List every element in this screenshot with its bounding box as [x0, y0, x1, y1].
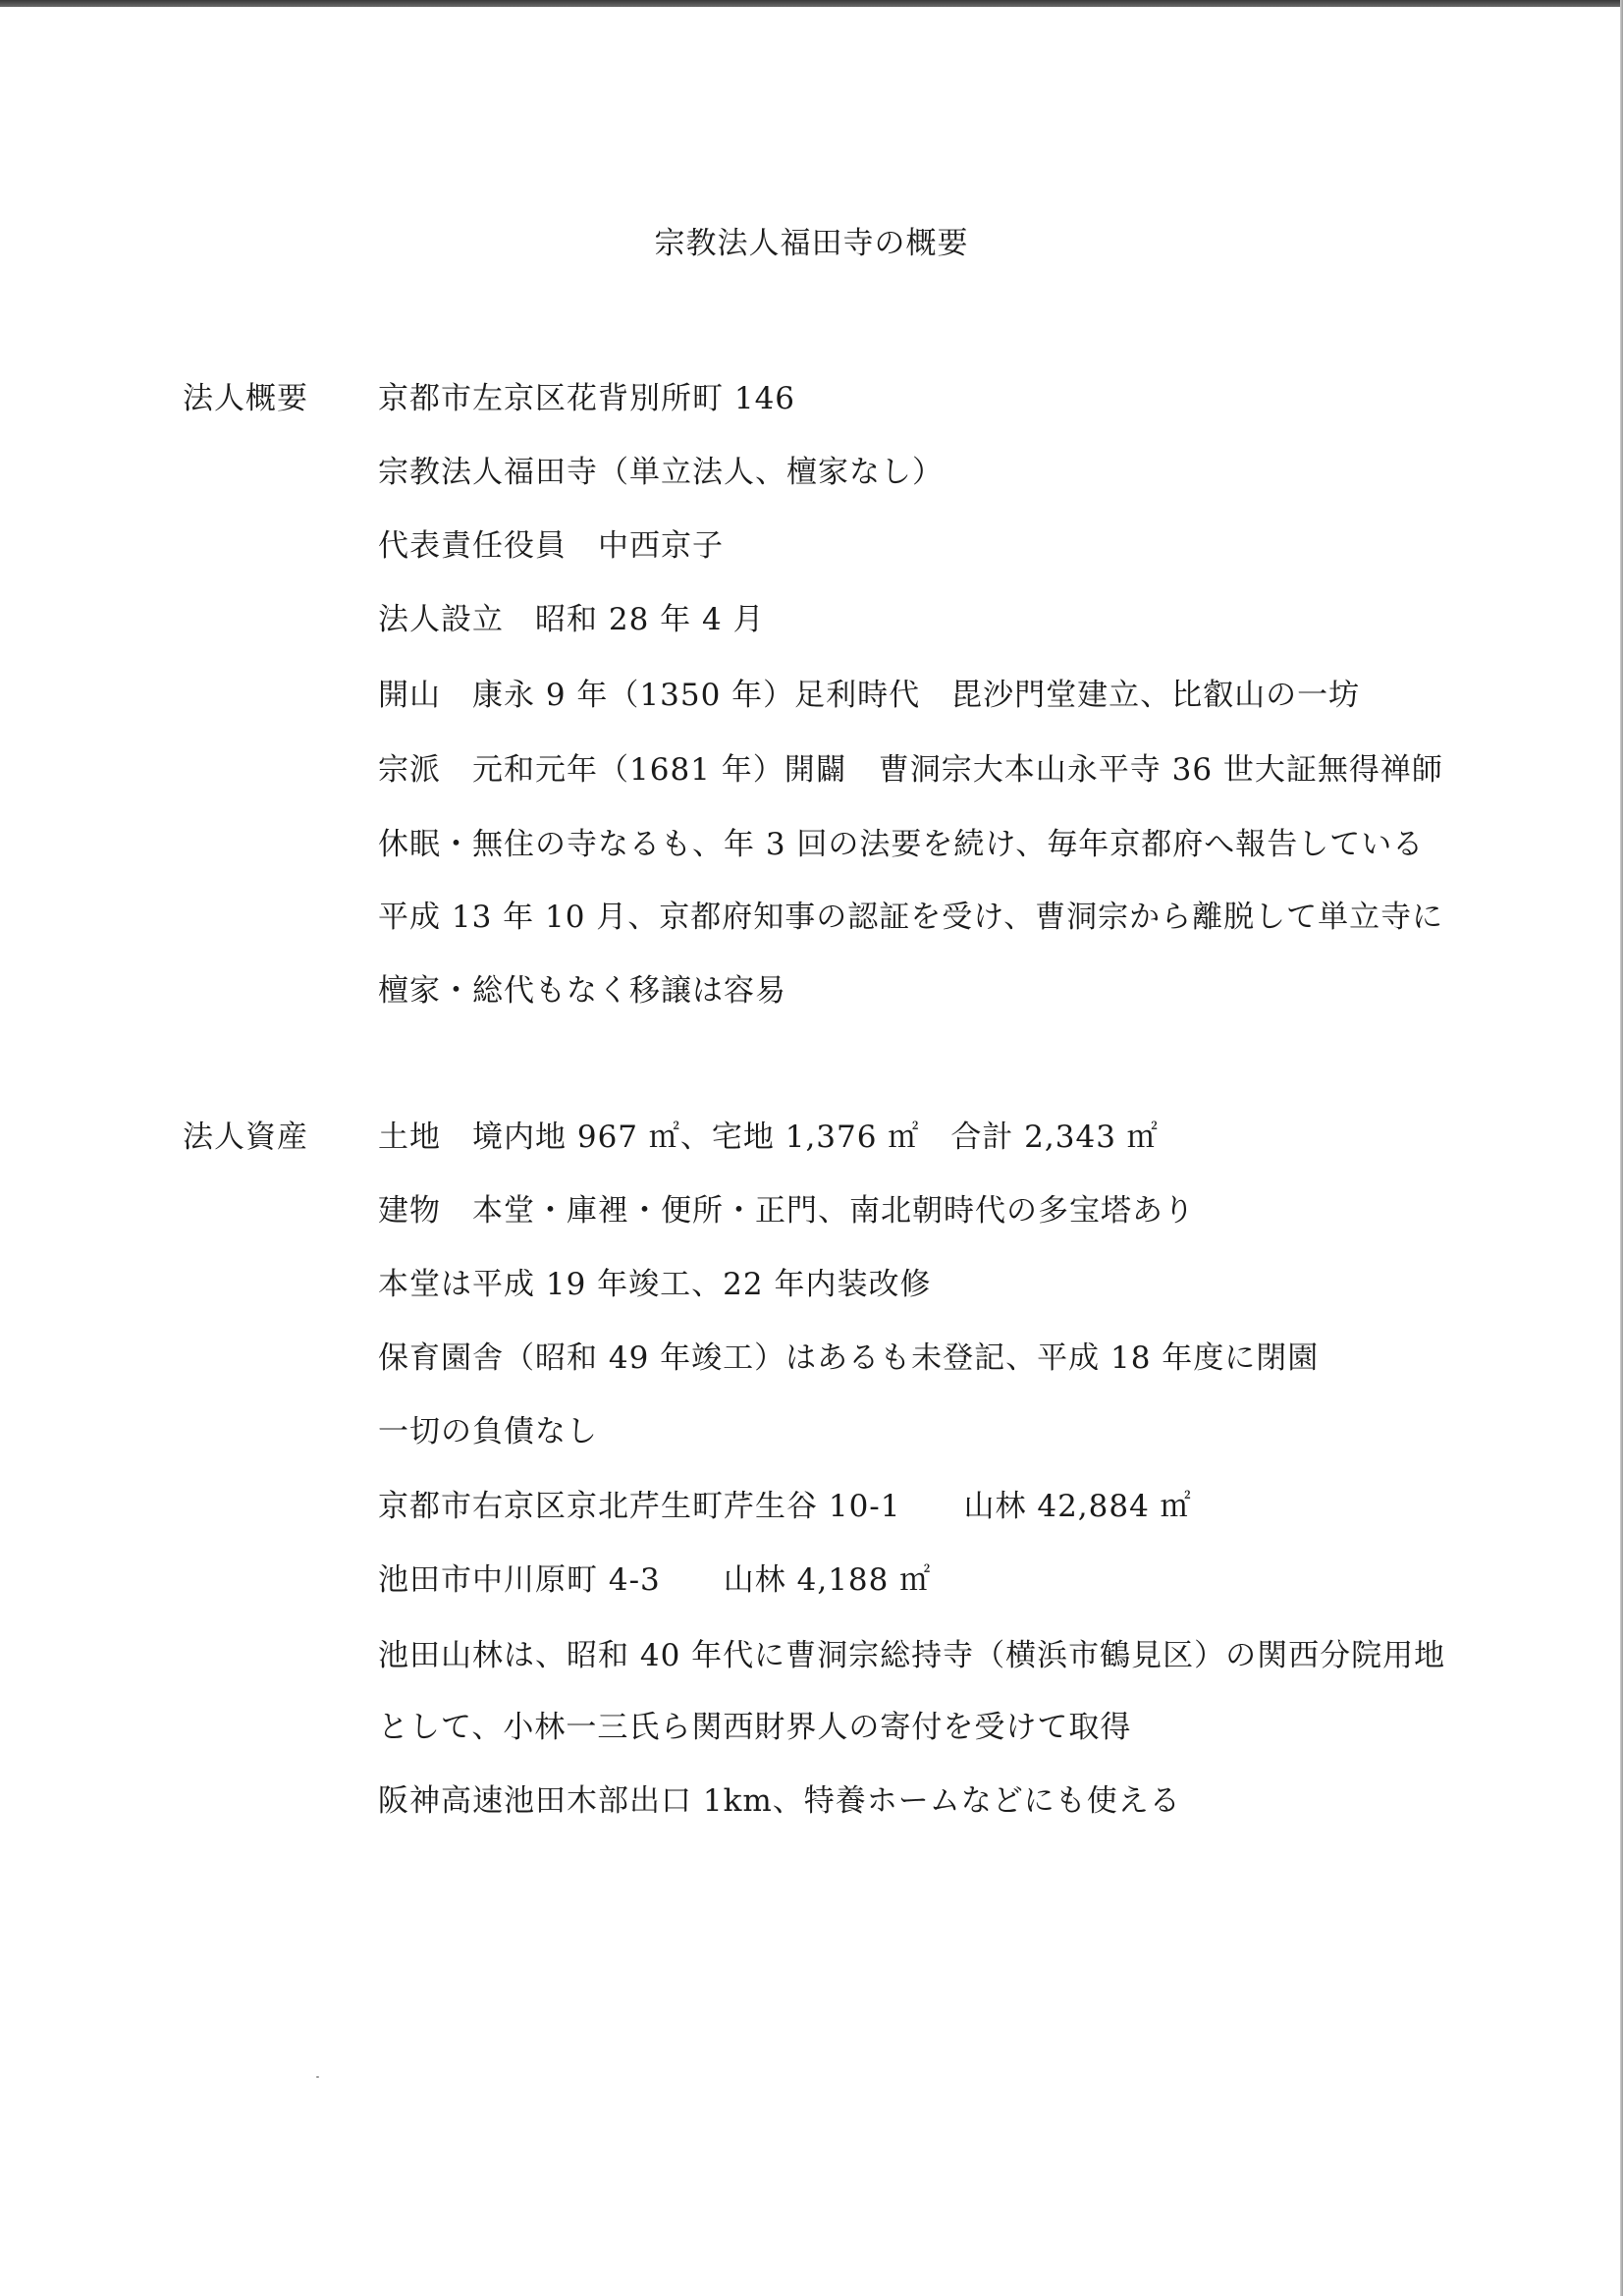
assets-line-nursery: 保育園舎（昭和 49 年竣工）はあるも未登記、平成 18 年度に閉園 — [378, 1340, 1320, 1376]
section-label-corporate-assets: 法人資産 — [183, 1120, 308, 1155]
overview-line-independence: 平成 13 年 10 月、京都府知事の認証を受け、曹洞宗から離脱して単立寺に — [378, 900, 1444, 935]
scan-top-edge — [0, 0, 1623, 7]
assets-line-main-hall: 本堂は平成 19 年竣工、22 年内装改修 — [378, 1267, 932, 1302]
assets-line-donation: として、小林一三氏ら関西財界人の寄付を受けて取得 — [378, 1710, 1132, 1745]
overview-line-status: 休眠・無住の寺なるも、年 3 回の法要を続け、毎年京都府へ報告している — [378, 827, 1425, 862]
assets-line-land: 土地 境内地 967 ㎡、宅地 1,376 ㎡ 合計 2,343 ㎡ — [378, 1120, 1159, 1155]
assets-line-buildings: 建物 本堂・庫裡・便所・正門、南北朝時代の多宝塔あり — [378, 1193, 1195, 1229]
overview-line-representative: 代表責任役員 中西京子 — [378, 528, 724, 564]
overview-line-established: 法人設立 昭和 28 年 4 月 — [378, 602, 765, 637]
section-label-corporate-overview: 法人概要 — [183, 381, 308, 416]
assets-line-no-debt: 一切の負債なし — [378, 1414, 598, 1449]
document-title: 宗教法人福田寺の概要 — [654, 226, 969, 261]
assets-line-access: 阪神高速池田木部出口 1km、特養ホームなどにも使える — [378, 1783, 1181, 1819]
overview-line-transfer: 檀家・総代もなく移譲は容易 — [378, 973, 786, 1009]
overview-line-corporation: 宗教法人福田寺（単立法人、檀家なし） — [378, 455, 944, 490]
assets-line-kyoto-forest: 京都市右京区京北芹生町芹生谷 10-1 山林 42,884 ㎡ — [378, 1489, 1192, 1524]
assets-line-ikeda-history: 池田山林は、昭和 40 年代に曹洞宗総持寺（横浜市鶴見区）の関西分院用地 — [378, 1638, 1446, 1673]
overview-line-address: 京都市左京区花背別所町 146 — [378, 381, 796, 416]
scan-speck — [316, 2076, 319, 2078]
overview-line-sect: 宗派 元和元年（1681 年）開闢 曹洞宗大本山永平寺 36 世大証無得禅師 — [378, 752, 1443, 788]
assets-line-ikeda-forest: 池田市中川原町 4-3 山林 4,188 ㎡ — [378, 1562, 932, 1598]
overview-line-founding: 開山 康永 9 年（1350 年）足利時代 毘沙門堂建立、比叡山の一坊 — [378, 678, 1361, 713]
